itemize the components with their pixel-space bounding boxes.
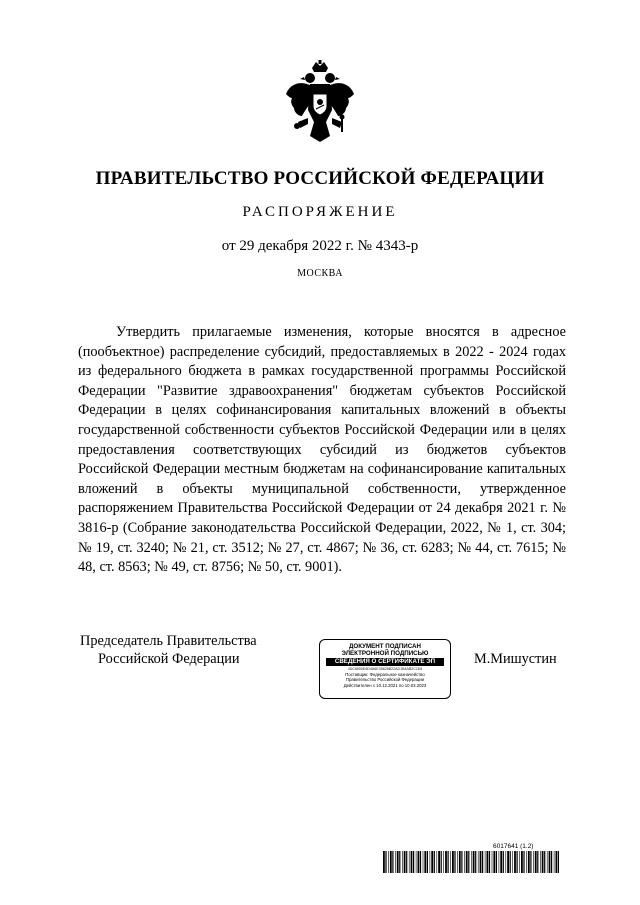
barcode-bar	[551, 851, 552, 873]
barcode-bar	[499, 851, 500, 873]
stamp-line2: ЭЛЕКТРОННОЙ ПОДПИСЬЮ	[341, 650, 429, 657]
barcode-bar	[411, 851, 413, 873]
barcode-bar	[523, 851, 524, 873]
barcode-bar	[528, 851, 530, 873]
barcode-bar	[521, 851, 523, 873]
barcode-bar	[556, 851, 558, 873]
barcode-bar	[406, 851, 407, 873]
main-paragraph: Утвердить прилагаемые изменения, которые вносятся в адресное (пообъектное) распределение субсидий, предоставляемых в 2022 - 2024 годах из федерального бюджета в рамках государственной программы Российской Федерации "Развитие здравоохранения" бюджетам субъектов Российской Федерации в целях софинансирования капитальных вложений в объекты государственной собственности субъектов Российской Федерации или в целях предоставления соответствующих субсидий из бюджетов субъектов Российской Федерации местным бюджетам на софинансирование капитальных вложений в объекты муниципальной собственности, утвержденное распоряжением Правительства Российской Федерации от 24 декабря 2021 г. № 3816-р (Собрание законодательства Российской Федерации, 2022, № 1, ст. 304; № 19, ст. 3240; № 21, ст. 3512; № 27, ст. 4867; № 36, ст. 6283; № 44, ст. 7615; № 48, ст. 8563; № 49, ст. 8756; № 50, ст. 9001).	[78, 324, 566, 576]
barcode-bar	[430, 851, 431, 873]
stamp-serial: 4DC8650E6D4A6E35628B22AD1B4AB2C1E8	[347, 666, 423, 671]
document-type: РАСПОРЯЖЕНИЕ	[242, 204, 398, 220]
barcode-bar	[510, 851, 511, 873]
barcode-bar	[493, 851, 495, 873]
signatory-position-line2: Российской Федерации	[98, 651, 240, 667]
barcode-bar	[448, 851, 449, 873]
barcode-bar	[533, 851, 534, 873]
barcode-bar	[441, 851, 442, 873]
barcode-bar	[496, 851, 497, 873]
barcode-bar	[480, 851, 482, 873]
barcode-bar	[413, 851, 414, 873]
barcode-bar	[423, 851, 424, 873]
barcode-bar	[517, 851, 518, 873]
stamp-validity: Действителен с 10.12.2021 по 10.03.2023	[343, 682, 427, 688]
barcode-bar	[416, 851, 417, 873]
barcode-bar	[540, 851, 541, 873]
barcode-bar	[464, 851, 465, 873]
barcode-bar	[395, 851, 396, 873]
barcode-bar	[404, 851, 406, 873]
barcode-bar	[547, 851, 548, 873]
barcode-bar	[385, 851, 386, 873]
barcode-bar	[485, 851, 486, 873]
barcode-bar	[392, 851, 393, 873]
stamp-certificate-header: СВЕДЕНИЯ О СЕРТИФИКАТЕ ЭП	[326, 658, 444, 666]
barcode-bar	[409, 851, 410, 873]
barcode-bar	[437, 851, 438, 873]
stamp-issuer: Поставщик: Федеральное казначейство	[345, 672, 425, 677]
stamp-line1: ДОКУМЕНТ ПОДПИСАН	[349, 643, 421, 650]
document-city: МОСКВА	[297, 268, 343, 279]
barcode-bar	[482, 851, 483, 873]
barcode-bar	[512, 851, 513, 873]
stamp-owner: Правительство Российской Федерации	[345, 677, 425, 683]
barcode-bar	[489, 851, 490, 873]
barcode-bar	[459, 851, 461, 873]
barcode-bar	[424, 851, 426, 873]
barcode-bar	[500, 851, 502, 873]
barcode-bar	[383, 851, 385, 873]
signatory-position-line1: Председатель Правительства	[80, 633, 257, 649]
barcode-bar	[388, 851, 389, 873]
barcode	[383, 851, 559, 873]
barcode-bar	[507, 851, 509, 873]
barcode-bar	[457, 851, 458, 873]
barcode-bar	[434, 851, 435, 873]
barcode-bar	[554, 851, 555, 873]
barcode-bar	[544, 851, 545, 873]
barcode-bar	[506, 851, 507, 873]
barcode-bar	[427, 851, 428, 873]
electronic-signature-stamp	[319, 639, 451, 699]
barcode-bar	[503, 851, 504, 873]
barcode-bar	[454, 851, 455, 873]
barcode-number: 6017641 (1.2)	[493, 843, 534, 850]
barcode-bar	[443, 851, 444, 873]
barcode-bar	[492, 851, 493, 873]
barcode-bar	[471, 851, 472, 873]
signatory-name: М.Мишустин	[474, 651, 557, 667]
barcode-bar	[537, 851, 538, 873]
barcode-bar	[397, 851, 399, 873]
barcode-bar	[418, 851, 420, 873]
barcode-bar	[402, 851, 403, 873]
barcode-bar	[478, 851, 479, 873]
barcode-bar	[519, 851, 520, 873]
barcode-bar	[558, 851, 559, 873]
barcode-bar	[445, 851, 447, 873]
barcode-bar	[466, 851, 468, 873]
barcode-bar	[535, 851, 537, 873]
coat-of-arms-emblem	[282, 60, 358, 152]
barcode-bar	[514, 851, 516, 873]
barcode-bar	[399, 851, 400, 873]
barcode-bar	[390, 851, 392, 873]
signatory-position	[80, 632, 300, 668]
barcode-bar	[549, 851, 551, 873]
document-date-number: от 29 декабря 2022 г. № 4343-р	[221, 238, 419, 254]
barcode-bar	[461, 851, 462, 873]
barcode-bar	[468, 851, 469, 873]
barcode-bar	[475, 851, 476, 873]
barcode-bar	[438, 851, 440, 873]
barcode-bar	[542, 851, 544, 873]
barcode-bar	[452, 851, 454, 873]
barcode-bar	[526, 851, 527, 873]
barcode-bar	[530, 851, 531, 873]
barcode-bar	[487, 851, 489, 873]
government-title: ПРАВИТЕЛЬСТВО РОССИЙСКОЙ ФЕДЕРАЦИИ	[95, 168, 545, 189]
barcode-bar	[473, 851, 475, 873]
barcode-bar	[431, 851, 433, 873]
barcode-bar	[450, 851, 451, 873]
barcode-bar	[420, 851, 421, 873]
